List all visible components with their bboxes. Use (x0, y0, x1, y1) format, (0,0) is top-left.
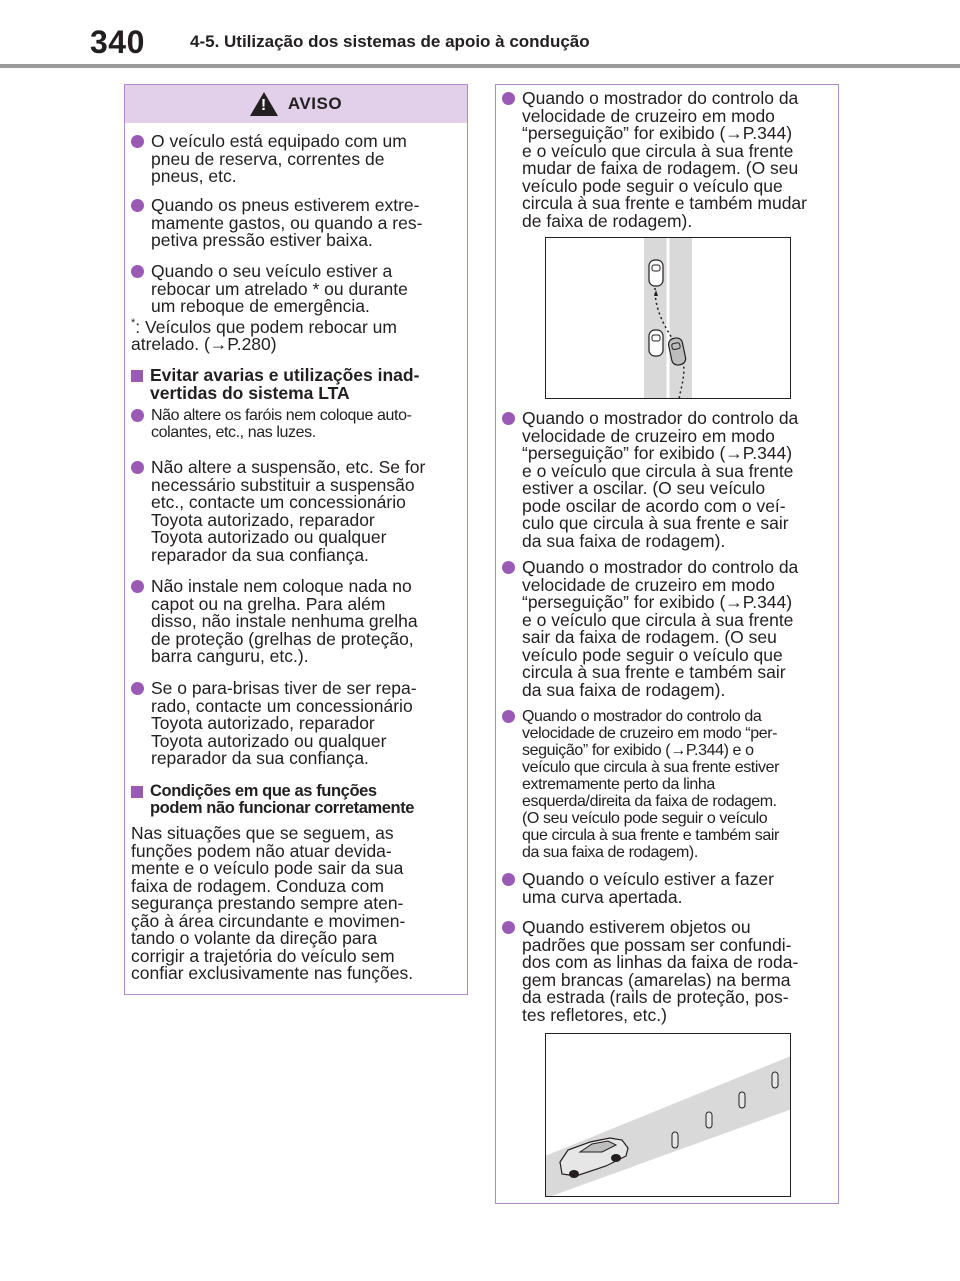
conditions-box (495, 84, 839, 1204)
bullet-dot-icon (502, 921, 515, 934)
list-item: Quando os pneus estiverem extre- mamente gastos, ou quando a res- petiva pressão estiver baixa. (131, 197, 461, 250)
bullet-dot-icon (502, 92, 515, 105)
bullet-dot-icon (131, 682, 144, 695)
header-divider (0, 64, 960, 68)
reflector-post-icon (772, 1072, 778, 1088)
list-item: Não altere os faróis nem coloque auto- colantes, etc., nas luzes. (131, 407, 465, 441)
warning-title-bar (125, 85, 467, 123)
lane-change-illustration (545, 237, 791, 399)
reflector-post-icon (706, 1112, 712, 1128)
list-item: Quando o veículo estiver a fazer uma curva apertada. (502, 871, 834, 906)
list-item: Quando o seu veículo estiver a rebocar um atrelado * ou durante um reboque de emergência. (131, 263, 461, 316)
bullet-dot-icon (502, 561, 515, 574)
footnote: *: Veículos que podem rebocar um atrelado. (→P.280) (131, 316, 397, 355)
warning-triangle-icon: ! (250, 92, 278, 116)
bullet-dot-icon (131, 199, 144, 212)
list-item: O veículo está equipado com um pneu de reserva, correntes de pneus, etc. (131, 133, 461, 186)
bullet-dot-icon (502, 710, 515, 723)
square-bullet-icon (131, 370, 143, 382)
list-item: Quando o mostrador do controlo da velocidade de cruzeiro em modo “perseguição” for exibido (→P.344) e o veículo que circula à sua frente sair da faixa de rodagem. (O seu veículo pode seguir o veículo que circula à sua frente e também sair da sua faixa de rodagem). (502, 559, 834, 699)
list-item: Não instale nem coloque nada no capot ou na grelha. Para além disso, não instale nenhuma grelha de proteção (grelhas de proteção, barra canguru, etc.). (131, 578, 461, 666)
bullet-dot-icon (131, 135, 144, 148)
section-title: 4-5. Utilização dos sistemas de apoio à condução (190, 32, 590, 51)
heading-conditions: Condições em que as funções podem não funcionar corretamente (131, 783, 465, 817)
reflector-post-icon (739, 1092, 745, 1108)
conditions-paragraph: Nas situações que se seguem, as funções podem não atuar devida- mente e o veículo pode sair da sua faixa de rodagem. Conduza com segurança prestando sempre aten- ção à área circundante e movimen- tando o volante da direção para corrigir a trajetória do veículo sem confiar exclusivamente nas funções. (131, 823, 414, 983)
list-item: Se o para-brisas tiver de ser repa- rado, contacte um concessionário Toyota autorizado, reparador Toyota autorizado ou qualquer reparador da sua confiança. (131, 680, 461, 768)
warning-title: AVISO (287, 94, 343, 113)
heading-avoid-malfunction: Evitar avarias e utilizações inad- vertidas do sistema LTA (131, 367, 461, 402)
lead-car-icon (649, 260, 663, 286)
list-item: Quando estiverem objetos ou padrões que possam ser confundi- dos com as linhas da faixa de roda- gem brancas (amarelas) na berma da estrada (rails de proteção, pos- tes refletores, etc.) (502, 919, 834, 1024)
reflector-post-icon (672, 1132, 678, 1148)
list-item: Quando o mostrador do controlo da velocidade de cruzeiro em modo “perseguição” for exibido (→P.344) e o veículo que circula à sua frente mudar de faixa de rodagem. (O seu veículo pode seguir o veículo que circula à sua frente e também mudar de faixa de rodagem). (502, 90, 834, 230)
road-surface (546, 1054, 791, 1197)
warning-box (124, 84, 468, 995)
list-item: Não altere a suspensão, etc. Se for necessário substituir a suspensão etc., contacte um concessionário Toyota autorizado, reparador Toyota autorizado ou qualquer reparador da sua confiança. (131, 459, 461, 564)
bullet-dot-icon (502, 873, 515, 886)
lane-change-diagram (546, 238, 791, 399)
bullet-dot-icon (131, 461, 144, 474)
bullet-dot-icon (131, 265, 144, 278)
bullet-dot-icon (131, 409, 144, 422)
list-item: Quando o mostrador do controlo da velocidade de cruzeiro em modo “perseguição” for exibido (→P.344) e o veículo que circula à sua frente estiver a oscilar. (O seu veículo pode oscilar de acordo com o veí- culo que circula à sua frente e sair da sua faixa de rodagem). (502, 410, 834, 550)
roadside-posts-illustration (545, 1033, 791, 1197)
roadside-posts-diagram (546, 1034, 791, 1197)
page-header (0, 0, 960, 70)
list-item: Quando o mostrador do controlo da velocidade de cruzeiro em modo “per- seguição” for exibido (→P.344) e o veículo que circula à sua frente estiver extremamente perto da linha esquerda/direita da faixa de rodagem. (O seu veículo pode seguir o veículo que circula à sua frente e também sair da sua faixa de rodagem). (502, 708, 838, 861)
parked-car-icon (649, 330, 663, 356)
square-bullet-icon (131, 786, 143, 798)
page-number: 340 (90, 24, 145, 60)
bullet-dot-icon (502, 412, 515, 425)
bullet-dot-icon (131, 580, 144, 593)
